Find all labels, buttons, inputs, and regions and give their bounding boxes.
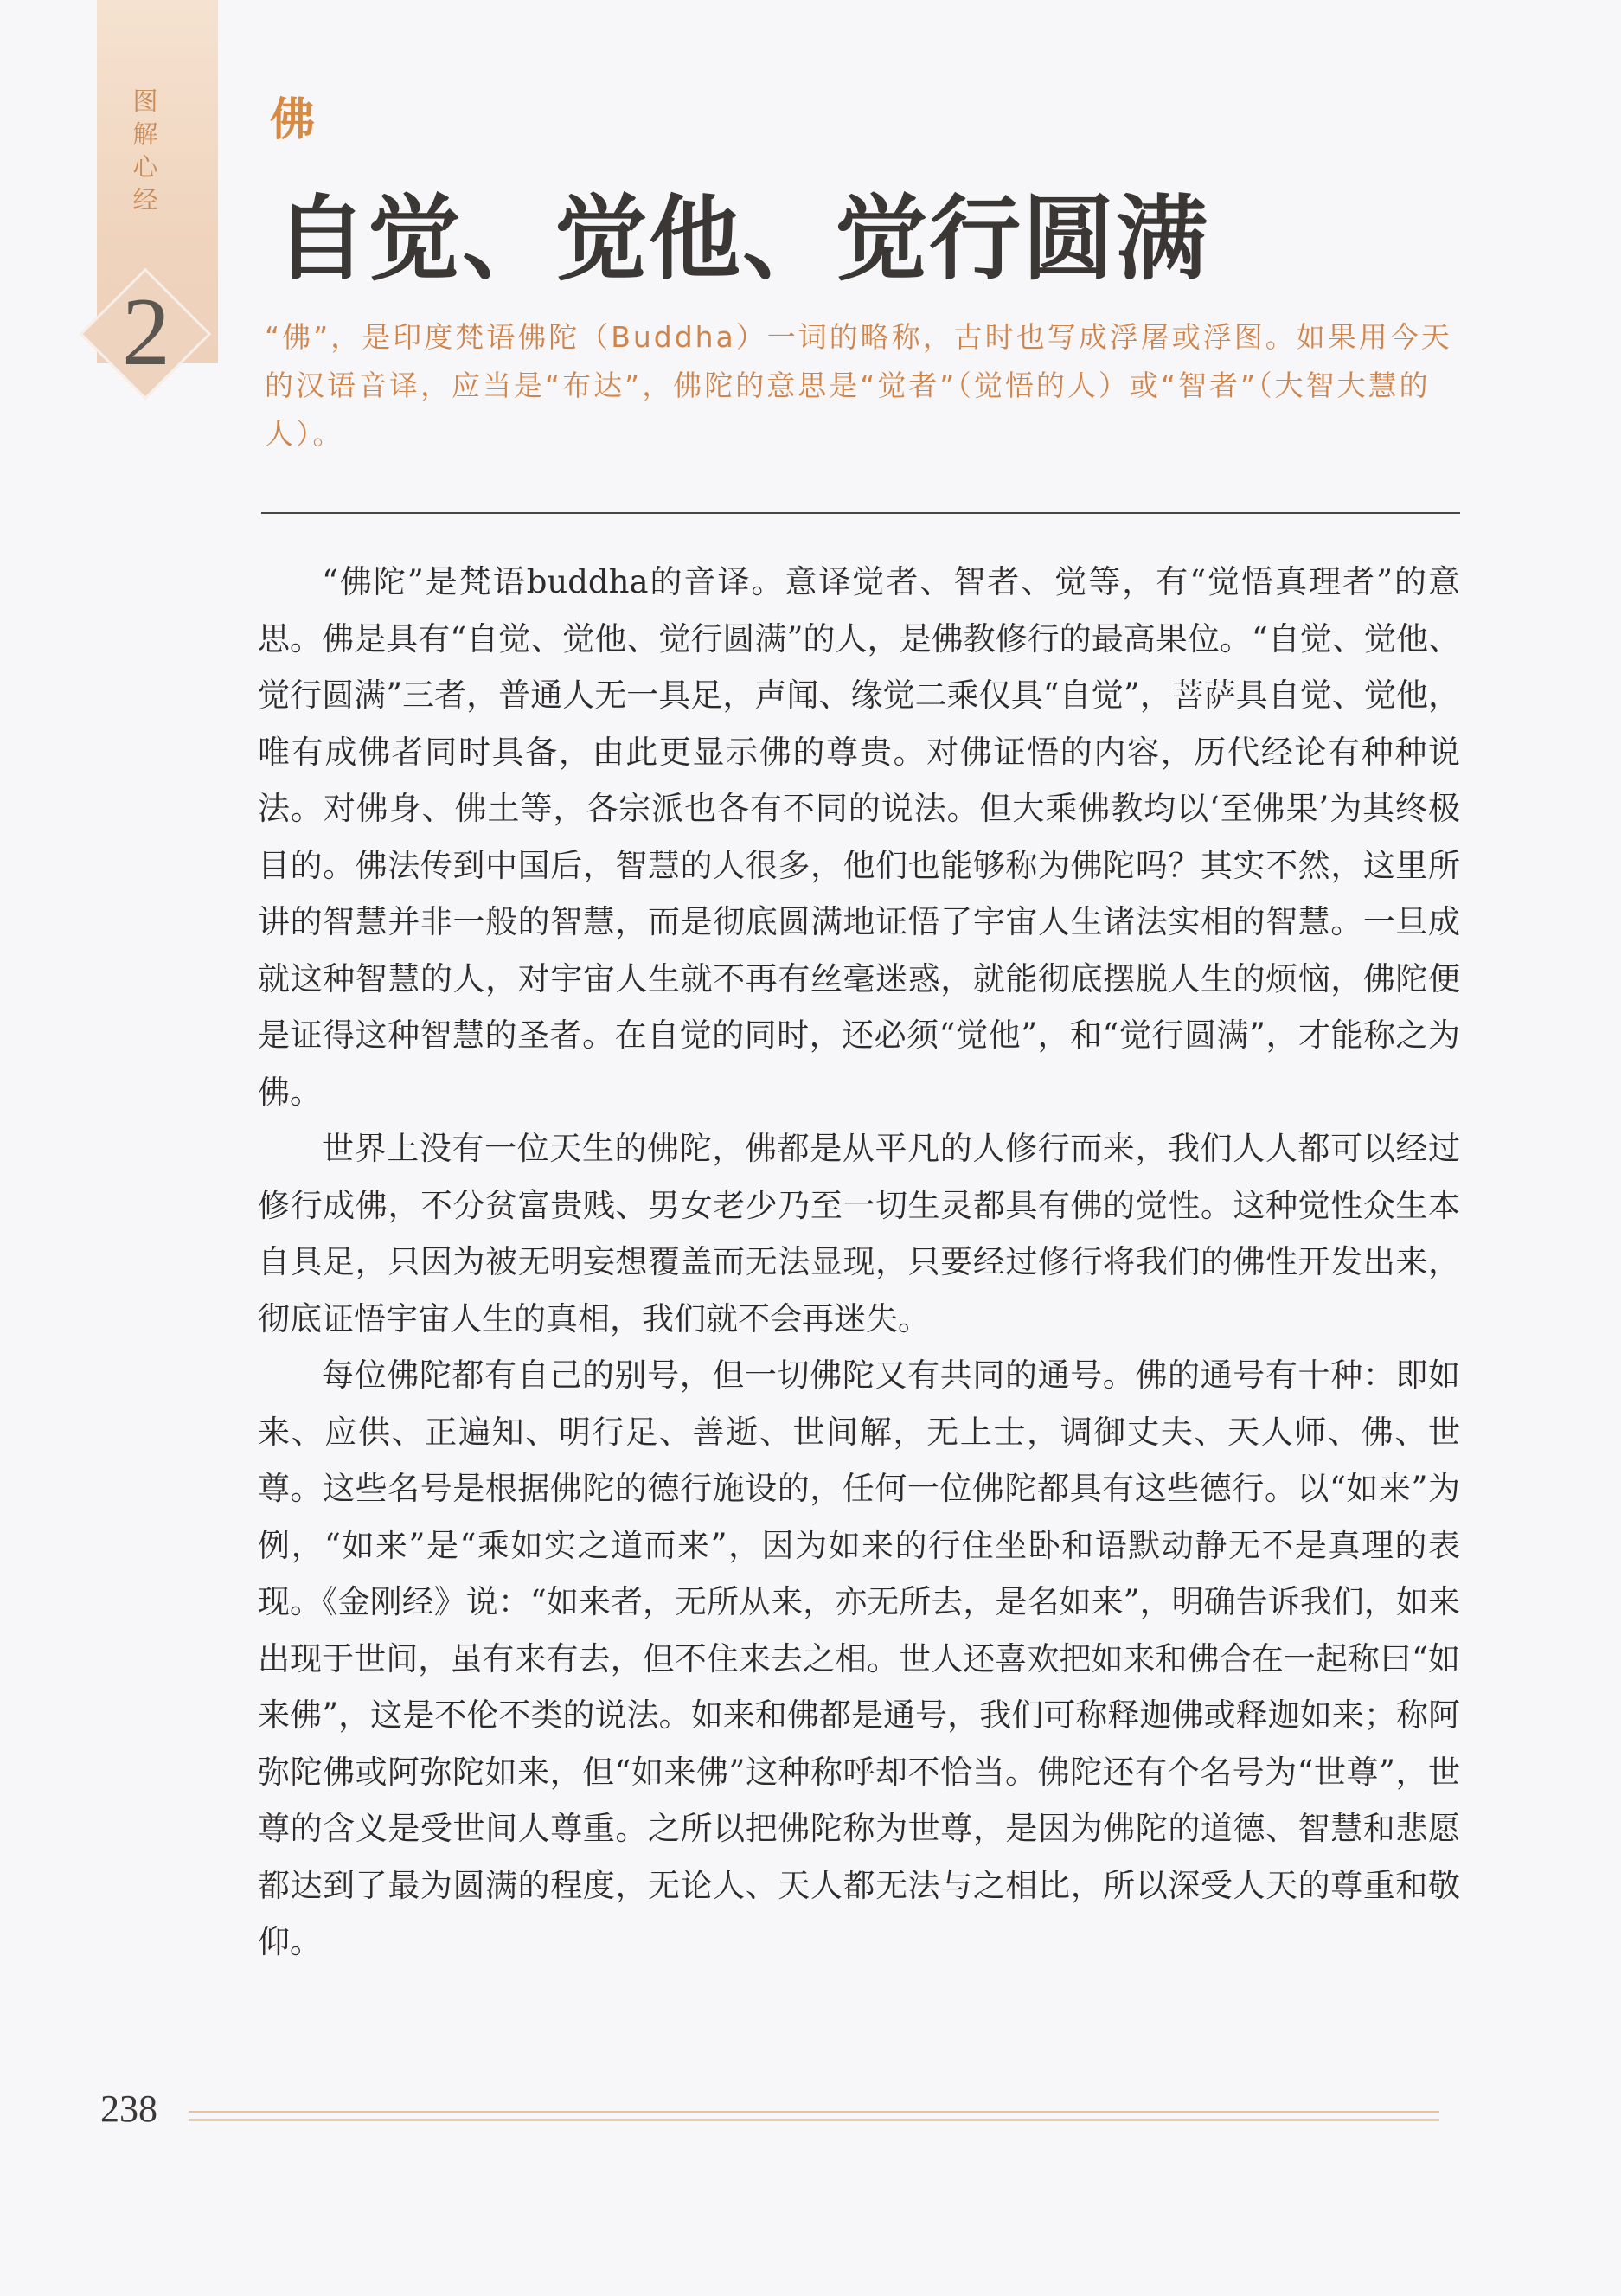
chapter-badge: [64, 268, 228, 400]
page-number: 238: [100, 2088, 157, 2130]
body-paragraph: 每位佛陀都有自己的别号，但一切佛陀又有共同的通号。佛的通号有十种：即如来、应供、正遍知、明行足、善逝、世间解，无上士，调御丈夫、天人师、佛、世尊。这些名号是根据佛陀的德行施设的，任何一位佛陀都具有这些德行。以“如来”为例，“如来”是“乘如实之道而来”，因为如来的行住坐卧和语默动静无不是真理的表现。《金刚经》说：“如来者，无所从来，亦无所去，是名如来”，明确告诉我们，如来出现于世间，虽有来有去，但不住来去之相。世人还喜欢把如来和佛合在一起称曰“如来佛”，这是不伦不类的说法。如来和佛都是通号，我们可称释迦佛或释迦如来；称阿弥陀佛或阿弥陀如来，但“如来佛”这种称呼却不恰当。佛陀还有个名号为“世尊”，世尊的含义是受世间人尊重。之所以把佛陀称为世尊，是因为佛陀的道德、智慧和悲愿都达到了最为圆满的程度，无论人、天人都无法与之相比，所以深受人天的尊重和敬仰。: [258, 1356, 1460, 1960]
intro-paragraph: “佛”，是印度梵语佛陀（Buddha）一词的略称，古时也写成浮屠或浮图。如果用今天的汉语音译，应当是“布达”，佛陀的意思是“觉者”（觉悟的人）或“智者”（大智大慧的人）。: [265, 320, 1452, 451]
body-paragraph: 世界上没有一位天生的佛陀，佛都是从平凡的人修行而来，我们人人都可以经过修行成佛，不分贫富贵贱、男女老少乃至一切生灵都具有佛的觉性。这种觉性众生本自具足，只因为被无明妄想覆盖而无法显现，只要经过修行将我们的佛性开发出来，彻底证悟宇宙人生的真相，我们就不会再迷失。: [258, 1130, 1460, 1337]
chapter-number: 2: [122, 279, 170, 386]
book-series-label: 图解心经: [132, 87, 158, 215]
body-text: [258, 554, 1460, 1971]
divider: [261, 512, 1460, 514]
footer-rule: [189, 2111, 1439, 2123]
section-heading: 佛: [270, 93, 316, 146]
body-paragraph: “佛陀”是梵语buddha的音译。意译觉者、智者、觉等，有“觉悟真理者”的意思。佛是具有“自觉、觉他、觉行圆满”的人，是佛教修行的最高果位。“自觉、觉他、觉行圆满”三者，普通人无一具足，声闻、缘觉二乘仅具“自觉”，菩萨具自觉、觉他，唯有成佛者同时具备，由此更显示佛的尊贵。对佛证悟的内容，历代经论有种种说法。对佛身、佛土等，各宗派也各有不同的说法。但大乘佛教均以‘至佛果’为其终极目的。佛法传到中国后，智慧的人很多，他们也能够称为佛陀吗？其实不然，这里所讲的智慧并非一般的智慧，而是彻底圆满地证悟了宇宙人生诸法实相的智慧。一旦成就这种智慧的人，对宇宙人生就不再有丝毫迷惑，就能彻底摆脱人生的烦恼，佛陀便是证得这种智慧的圣者。在自觉的同时，还必须“觉他”，和“觉行圆满”，才能称之为佛。: [258, 563, 1460, 1111]
page-title: 自觉、觉他、觉行圆满: [275, 184, 1209, 292]
